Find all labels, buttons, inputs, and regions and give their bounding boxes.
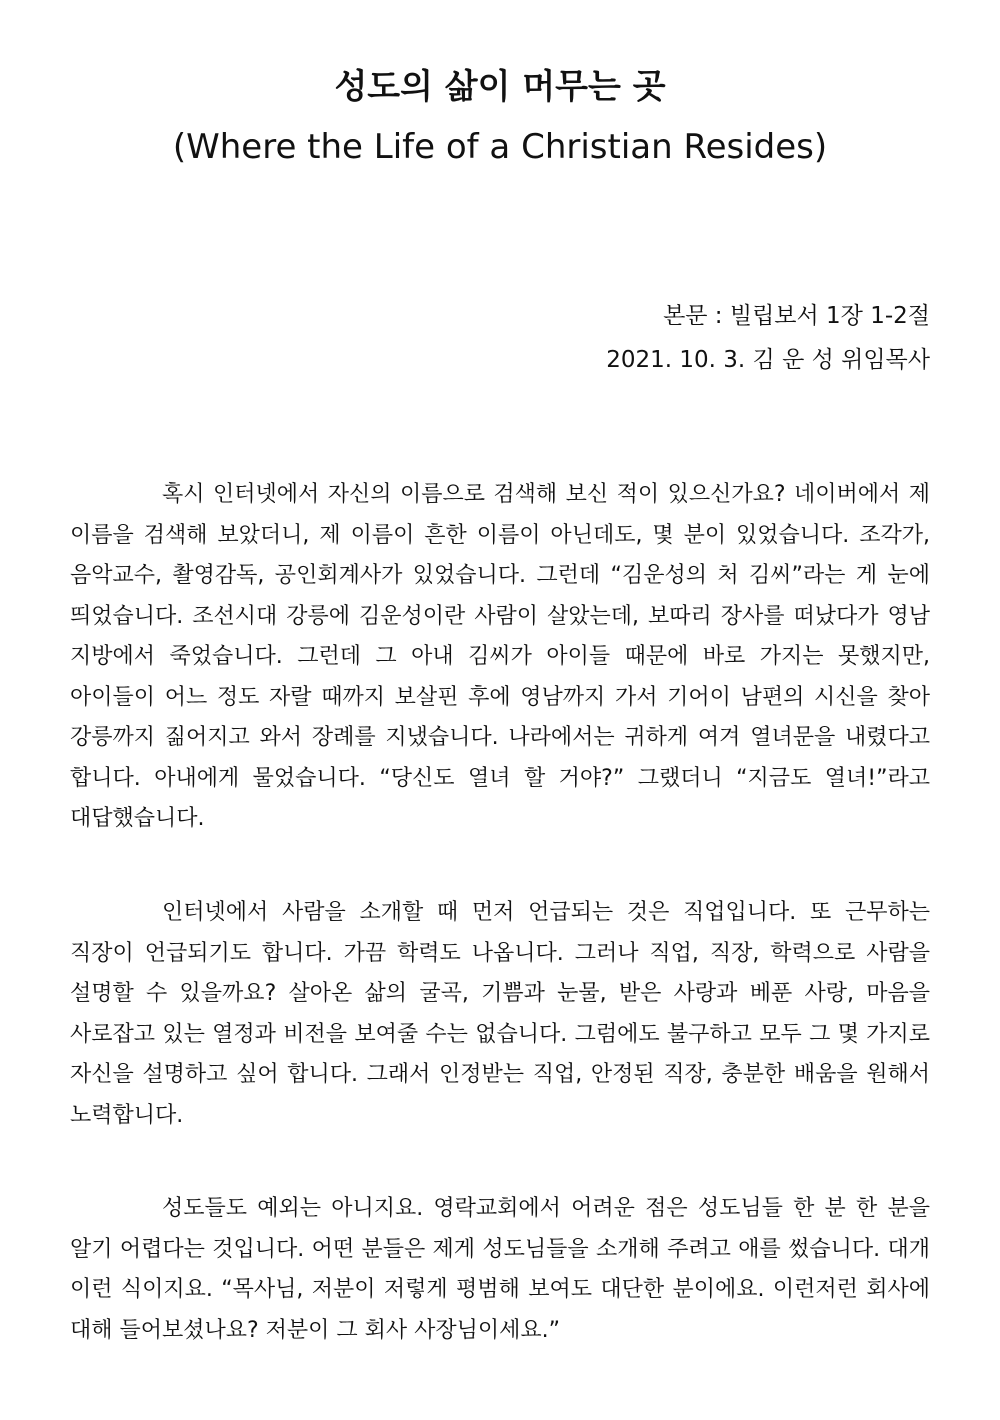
body-paragraph: 혹시 인터넷에서 자신의 이름으로 검색해 보신 적이 있으신가요? 네이버에서 제 이름을 검색해 보았더니, 제 이름이 흔한 이름이 아닌데도, 몇 분이 있었습니다. 조각가, 음악교수, 촬영감독, 공인회계사가 있었습니다. 그런데 “김운성의 처 김씨”라는 게 눈에 띄었습니다. 조선시대 강릉에 김운성이란 사람이 살았는데, 보따리 장사를 떠났다가 영남 지방에서 죽었습니다. 그런데 그 아내 김씨가 아이들 때문에 바로 가지는 못했지만, 아이들이 어느 정도 자랄 때까지 보살핀 후에 영남까지 가서 기어이 남편의 시신을 찾아 강릉까지 짊어지고 와서 장례를 지냈습니다. 나라에서는 귀하게 여겨 열녀문을 내렸다고 합니다. 아내에게 물었습니다. “당신도 열녀 할 거야?” 그랬더니 “지금도 열녀!”라고 대답했습니다.: [70, 482, 930, 831]
scripture-reference: 본문 : 빌립보서 1장 1-2절: [663, 303, 930, 329]
body-paragraph: 성도들도 예외는 아니지요. 영락교회에서 어려운 점은 성도님들 한 분 한 분을 알기 어렵다는 것입니다. 어떤 분들은 제게 성도님들을 소개해 주려고 애를 썼습니다. 대개 이런 식이지요. “목사님, 저분이 저렇게 평범해 보여도 대단한 분이에요. 이런저런 회사에 대해 들어보셨나요? 저분이 그 회사 사장님이세요.”: [70, 1196, 930, 1343]
date-and-preacher: 2021. 10. 3. 김 운 성 위임목사: [606, 347, 930, 373]
sermon-title-english: (Where the Life of a Christian Resides): [172, 127, 828, 167]
sermon-title-korean: 성도의 삶이 머무는 곳: [334, 67, 666, 107]
body-paragraph: 인터넷에서 사람을 소개할 때 먼저 언급되는 것은 직업입니다. 또 근무하는 직장이 언급되기도 합니다. 가끔 학력도 나옵니다. 그러나 직업, 직장, 학력으로 사람을 설명할 수 있을까요? 살아온 삶의 굴곡, 기쁨과 눈물, 받은 사랑과 베푼 사랑, 마음을 사로잡고 있는 열정과 비전을 보여줄 수는 없습니다. 그럼에도 불구하고 모두 그 몇 가지로 자신을 설명하고 싶어 합니다. 그래서 인정받는 직업, 안정된 직장, 충분한 배움을 원해서 노력합니다.: [70, 900, 930, 1128]
